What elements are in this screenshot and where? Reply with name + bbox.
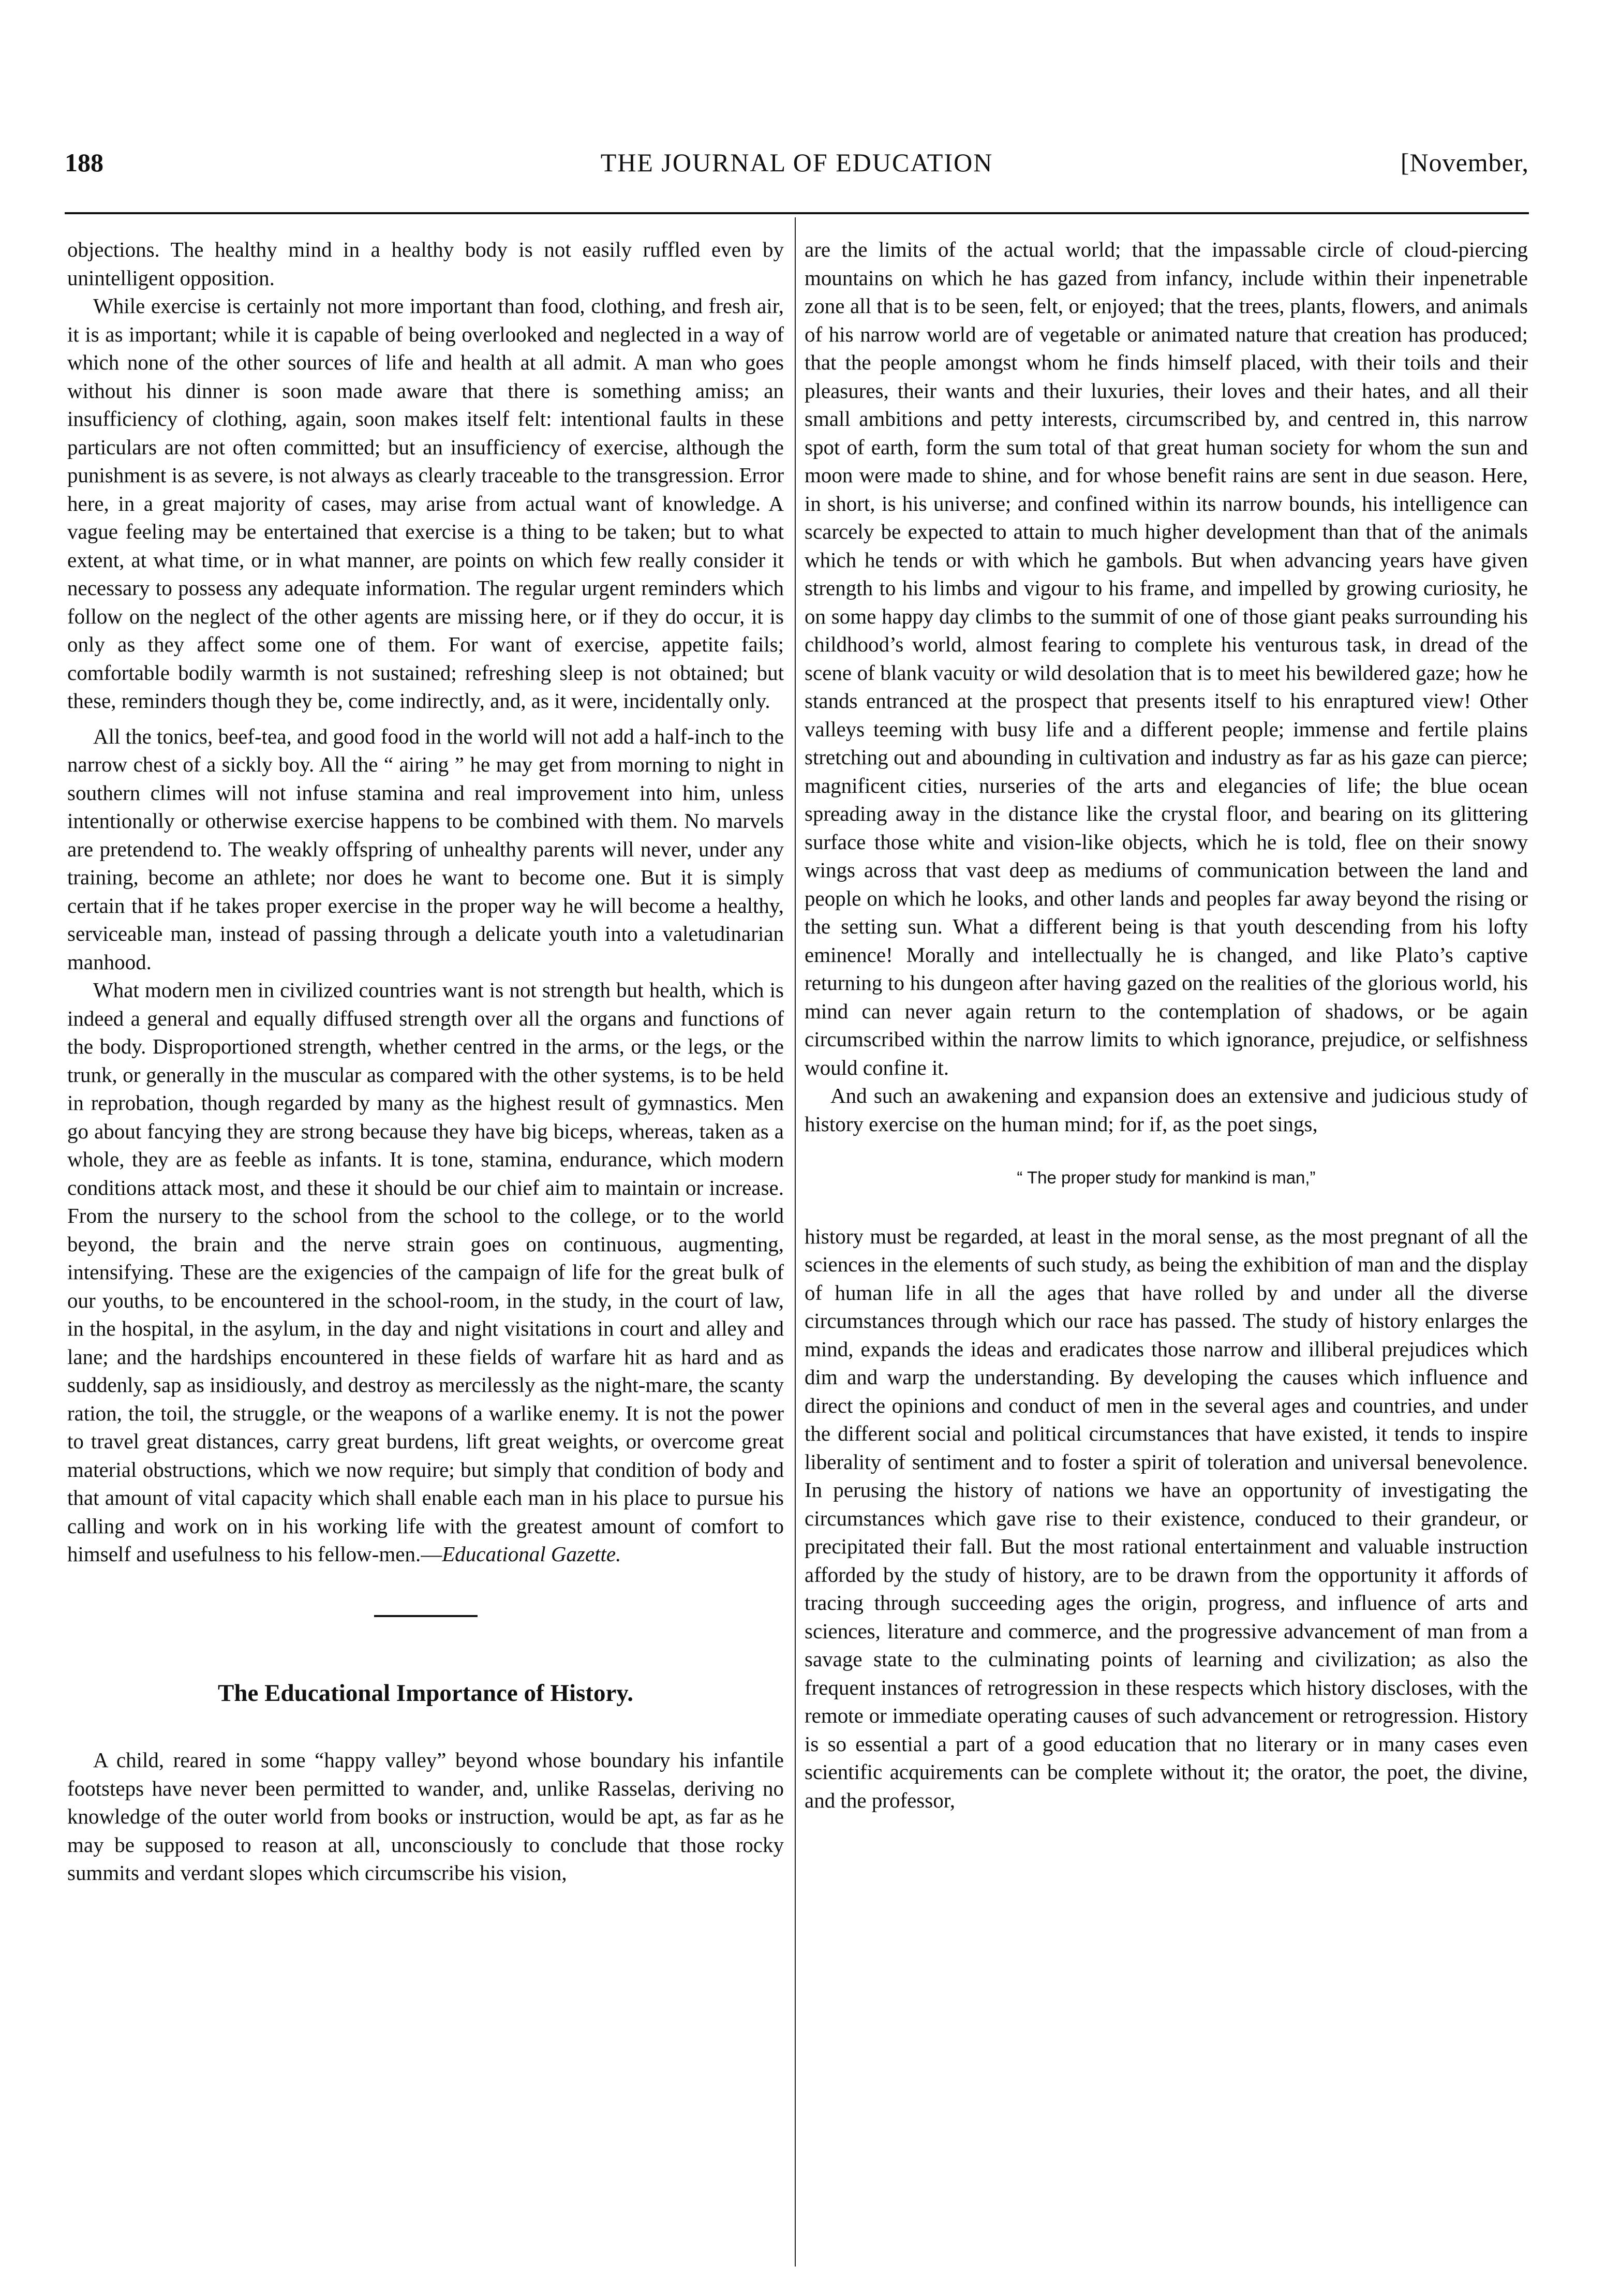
paragraph: are the limits of the actual world; that the impassable circle of cloud-piercing mountains on which he has gazed from infancy, include within their inpenetrable zone all that is to be seen, felt, or enjoyed; that the trees, plants, flowers, and animals of his narrow world are of vegetable or animated nature that creation has produced; that the people amongst whom he finds himself placed, with their toils and their pleasures, their wants and their luxuries, their loves and their hates, and all their small ambitions and petty interests, circumscribed by, and centred in, this narrow spot of earth, form the sum total of that great human society for whom the sun and moon were made to shine, and for whose benefit rains are sent in due season. Here, in short, is his universe; and confined within its narrow bounds, his intelligence can scarcely be expected to attain to much higher development than that of the animals which he tends or with which he gambols. But when advancing years have given strength to his limbs and vigour to his frame, and impelled by growing curiosity, he on some happy day climbs to the summit of one of those giant peaks surrounding his childhood’s world, almost fearing to complete his venturous task, in dread of the scene of blank vacuity or wild desolation that is to meet his bewildered gaze; how he stands entranced at the prospect that presents itself to his enraptured view! Other valleys teeming with busy life and a different people; immense and fertile plains stretching out and abounding in cultivation and industry as far as his gaze can pierce; magnificent cities, nurseries of the arts and elegancies of life; the blue ocean spreading away in the distance like the crystal floor, and bearing on its glittering surface those white and vision-like objects, which he is told, flee on their snowy wings across that vast deep as mediums of communication between the land and people on which he looks, and other lands and peoples far away beyond the rising or the setting sun. What a different being is that youth descending from his lofty eminence! Morally and intellectually he is changed, and like Plato’s captive returning to his dungeon after having gazed on the realities of the glorious world, his mind can never again return to the contemplation of shadows, or be again circumscribed within the narrow limits to which ignorance, prejudice, or selfishness would confine it.: [805, 238, 1528, 1079]
paragraph-text: What modern men in civilized countries want is not strength but health, which is indeed a general and equally diffused strength over all the organs and functions of the body. Disproportioned strength, whether centred in the arms, or the legs, or the trunk, or generally in the muscular as compared with the other systems, is to be held in reprobation, though regarded by many as the highest result of gymnastics. Men go about fancying they are strong because they have big biceps, whereas, taken as a whole, they are as feeble as infants. It is tone, stamina, endurance, which modern conditions attack most, and these it should be our chief aim to maintain or increase. From the nursery to the school from the school to the college, or to the world beyond, the brain and the nerve strain goes on continuous, augmenting, intensifying. These are the exigencies of the campaign of life for the great bulk of our youths, to be encountered in the school-room, in the study, in the court of law, in the hospital, in the asylum, in the day and night visitations in court and alley and lane; and the hardships encountered in these fields of warfare hit as hard and as suddenly, sap as insidiously, and destroy as mercilessly as the night-mare, the scanty ration, the toil, the struggle, or the weapons of a warlike enemy. It is not the power to travel great distances, carry great burdens, lift great weights, or overcome great material obstructions, which we now require; but simply that condition of body and that amount of vital capacity which shall enable each man in his place to pursue his calling and work on in his working life with the greatest amount of comfort to himself and usefulness to his fellow-men.—: [67, 978, 784, 1566]
header-rule: [65, 212, 1529, 214]
journal-title: THE JOURNAL OF EDUCATION: [600, 148, 993, 177]
paragraph: history must be regarded, at least in the moral sense, as the most pregnant of all the sciences in the elements of such study, as being the exhibition of man and the display of human life in all the ages that have rolled by and under all the diverse circumstances through which our race has passed. The study of history enlarges the mind, expands the ideas and eradicates those narrow and illiberal prejudices which dim and warp the understanding. By developing the causes which influence and direct the opinions and conduct of men in the several ages and countries, and under the different social and political circumstances that have existed, it tends to inspire liberality of sentiment and to foster a spirit of toleration and universal benevolence. In perusing the history of nations we have an opportunity of investigating the circumstances which gave rise to their existence, conduced to their grandeur, or precipitated their fall. But the most rational entertainment and valuable instruction afforded by the study of history, are to be drawn from the opportunity it affords of tracing through succeeding ages the origin, progress, and influence of arts and sciences, literature and commerce, and the progressive advancement of man from a savage state to the culminating points of learning and civilization; as also the frequent instances of retrogression in these respects which history discloses, with the remote or immediate operating causes of such advancement or retrogression. History is so essential a part of a good education that no literary or in many cases even scientific acquirements can be complete without it; the orator, the poet, the divine, and the professor,: [805, 1224, 1528, 1812]
paragraph: A child, reared in some “happy valley” beyond whose boundary his infantile footsteps have never been permitted to wander, and, unlike Rasselas, deriving no knowledge of the outer world from books or instruction, would be apt, as far as he may be supposed to reason at all, unconsciously to conclude that those rocky summits and verdant slopes which circumscribe his vision,: [67, 1748, 784, 1885]
paragraph: [67, 976, 784, 1568]
poem-quote: “ The proper study for mankind is man,”: [1017, 1168, 1316, 1187]
paragraph: objections. The healthy mind in a healthy body is not easily ruffled even by unintelligent opposition.: [67, 238, 784, 290]
section-divider: [374, 1615, 478, 1617]
paragraph: While exercise is certainly not more important than food, clothing, and fresh air, it is as important; while it is capable of being overlooked and neglected in a way of which none of the other sources of life and health at all admit. A man who goes without his dinner is soon made aware that there is something amiss; an insufficiency of clothing, again, soon makes itself felt: intentional faults in these particulars are not often committed; but an insufficiency of exercise, although the punishment is as severe, is not always as clearly traceable to the transgression. Error here, in a great majority of cases, may arise from actual want of knowledge. A vague feeling may be entertained that exercise is a thing to be taken; but to what extent, at what time, or in what manner, are points on which few really consider it necessary to possess any adequate information. The regular urgent reminders which follow on the neglect of the other agents are missing here, or if they do occur, it is only as they affect some one of them. For want of exercise, appetite fails; comfortable bodily warmth is not sustained; refreshing sleep is not obtained; but these, reminders though they be, come indirectly, and, as it were, incidentally only.: [67, 294, 784, 713]
paragraph: All the tonics, beef-tea, and good food in the world will not add a half-inch to the narrow chest of a sickly boy. All the “ airing ” he may get from morning to night in southern climes will not infuse stamina and real improvement into him, unless intentionally or otherwise exercise happens to be combined with them. No marvels are pretendend to. The weakly offspring of unhealthy parents will never, under any training, become an athlete; nor does he want to become one. But it is simply certain that if he takes proper exercise in the proper way he will become a healthy, serviceable man, instead of passing through a delicate youth into a valetudinarian manhood.: [67, 724, 784, 974]
left-column: [67, 235, 784, 1887]
paragraph: And such an awakening and expansion does an extensive and judicious study of history exercise on the human mind; for if, as the poet sings,: [805, 1084, 1528, 1136]
right-column: [805, 235, 1528, 1814]
section-heading: The Educational Importance of History.: [218, 1679, 633, 1707]
source-citation: Educational Gazette.: [442, 1542, 621, 1566]
paragraph-gap: [67, 715, 784, 722]
column-divider: [795, 217, 796, 2267]
page-number: 188: [65, 148, 103, 177]
page-header: [65, 147, 1529, 189]
issue-month: [November,: [1400, 148, 1529, 177]
